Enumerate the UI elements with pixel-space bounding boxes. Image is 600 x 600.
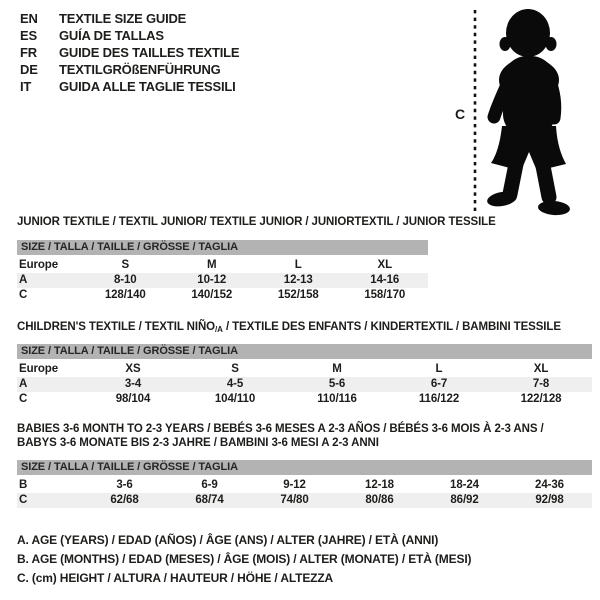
language-code: IT (20, 79, 32, 94)
age-value: 3-4 (124, 378, 142, 390)
language-header (20, 10, 239, 95)
height-measure-label: C (455, 106, 466, 122)
measure-legend (17, 531, 471, 587)
language-title: TEXTILE SIZE GUIDE (59, 11, 187, 26)
legend-line-age-years: A. AGE (YEARS) / EDAD (AÑOS) / ÂGE (ANS) / ALTER (JAHRE) / ETÀ (ANNI) (17, 533, 439, 547)
height-value: 122/128 (520, 393, 562, 405)
size-value: S (231, 363, 239, 375)
age-value: 10-12 (197, 274, 227, 286)
months-value: 3-6 (116, 479, 133, 491)
legend-line-height-cm: C. (cm) HEIGHT / ALTURA / HAUTEUR / HÖHE / ALTEZZA (17, 570, 334, 585)
babies-title-line2: BABYS 3-6 MONATE BIS 2-3 JAHRE / BAMBINI 3-6 MESI A 2-3 ANNI (17, 436, 379, 449)
height-value: 116/122 (418, 393, 460, 405)
children-section-title (17, 321, 561, 334)
junior-size-header-bar: SIZE / TALLA / TAILLE / GRÖSSE / TAGLIA (17, 240, 428, 255)
height-value: 158/170 (364, 289, 406, 301)
language-title: TEXTILGRÖßENFÜHRUNG (59, 62, 221, 77)
language-title: GUIDA ALLE TAGLIE TESSILI (59, 79, 236, 94)
row-label: C (19, 393, 28, 405)
babies-section-title (17, 423, 544, 450)
size-value: XL (377, 259, 392, 271)
children-title-subscript: /A (215, 325, 223, 334)
age-value: 8-10 (113, 274, 137, 286)
babies-size-header-bar: SIZE / TALLA / TAILLE / GRÖSSE / TAGLIA (17, 460, 592, 475)
size-value: S (121, 259, 130, 271)
children-row-europe (17, 362, 592, 377)
legend-line-age-months: B. AGE (MONTHS) / EDAD (MESES) / ÂGE (MOIS) / ALTER (MONATE) / ETÀ (MESI) (17, 551, 472, 566)
size-value: L (435, 363, 443, 375)
language-code: FR (20, 45, 37, 60)
age-value: 5-6 (328, 378, 346, 390)
language-title: GUIDE DES TAILLES TEXTILE (59, 45, 240, 60)
babies-row-months (17, 478, 592, 493)
age-value: 7-8 (532, 378, 550, 390)
height-value: 152/158 (277, 289, 319, 301)
language-row-en (20, 10, 239, 27)
children-title-text: CHILDREN'S TEXTILE / TEXTIL NIÑO (17, 321, 216, 333)
height-value: 74/80 (280, 494, 309, 506)
junior-section-title: JUNIOR TEXTILE / TEXTIL JUNIOR/ TEXTILE JUNIOR / JUNIORTEXTIL / JUNIOR TESSILE (17, 216, 496, 228)
height-measure-figure (452, 0, 600, 218)
age-value: 14-16 (370, 274, 400, 286)
children-row-age (17, 377, 592, 392)
height-value: 98/104 (115, 393, 151, 405)
months-value: 18-24 (450, 479, 479, 491)
row-label: A (19, 274, 28, 286)
language-row-it (20, 78, 239, 95)
row-label: B (19, 479, 28, 491)
size-value: L (294, 259, 302, 271)
age-value: 4-5 (226, 378, 244, 390)
language-code: EN (20, 11, 38, 26)
size-value: XL (533, 363, 549, 375)
junior-size-table (17, 240, 428, 303)
height-value: 140/152 (191, 289, 233, 301)
height-value: 92/98 (535, 494, 564, 506)
junior-row-europe (17, 258, 428, 273)
language-title: GUÍA DE TALLAS (59, 28, 164, 43)
height-value: 128/140 (104, 289, 146, 301)
language-row-de (20, 61, 239, 78)
months-value: 24-36 (535, 479, 564, 491)
age-value: 12-13 (283, 274, 313, 286)
height-value: 68/74 (195, 494, 224, 506)
months-value: 12-18 (365, 479, 394, 491)
babies-row-height (17, 493, 592, 508)
row-label: Europe (19, 363, 59, 375)
height-value: 110/116 (317, 393, 357, 405)
language-row-es (20, 27, 239, 44)
height-value: 104/110 (214, 393, 256, 405)
months-value: 9-12 (283, 479, 306, 491)
babies-title-line1: BABIES 3-6 MONTH TO 2-3 YEARS / BEBÉS 3-6 MESES A 2-3 AÑOS / BÉBÉS 3-6 MOIS À 2-3 ANS / (17, 423, 544, 435)
row-label: A (19, 378, 28, 390)
months-value: 6-9 (201, 479, 218, 491)
size-value: M (207, 259, 217, 271)
children-title-text: / TEXTILE DES ENFANTS / KINDERTEXTIL / BAMBINI TESSILE (222, 321, 561, 333)
age-value: 6-7 (430, 378, 448, 390)
language-code: DE (20, 62, 38, 77)
language-code: ES (20, 28, 37, 43)
babies-size-table (17, 460, 592, 508)
language-row-fr (20, 44, 239, 61)
size-value: M (332, 363, 342, 375)
baby-silhouette (486, 9, 570, 216)
height-value: 80/86 (365, 494, 394, 506)
children-size-table (17, 344, 592, 407)
children-row-height (17, 392, 592, 407)
baby-silhouette-icon (452, 0, 600, 218)
junior-row-age (17, 273, 428, 288)
row-label: C (19, 289, 28, 301)
junior-row-height (17, 288, 428, 303)
row-label: Europe (19, 259, 59, 271)
height-value: 62/68 (110, 494, 139, 506)
height-value: 86/92 (450, 494, 479, 506)
size-value: XS (125, 363, 141, 375)
row-label: C (19, 494, 28, 506)
children-size-header-bar: SIZE / TALLA / TAILLE / GRÖSSE / TAGLIA (17, 344, 592, 359)
